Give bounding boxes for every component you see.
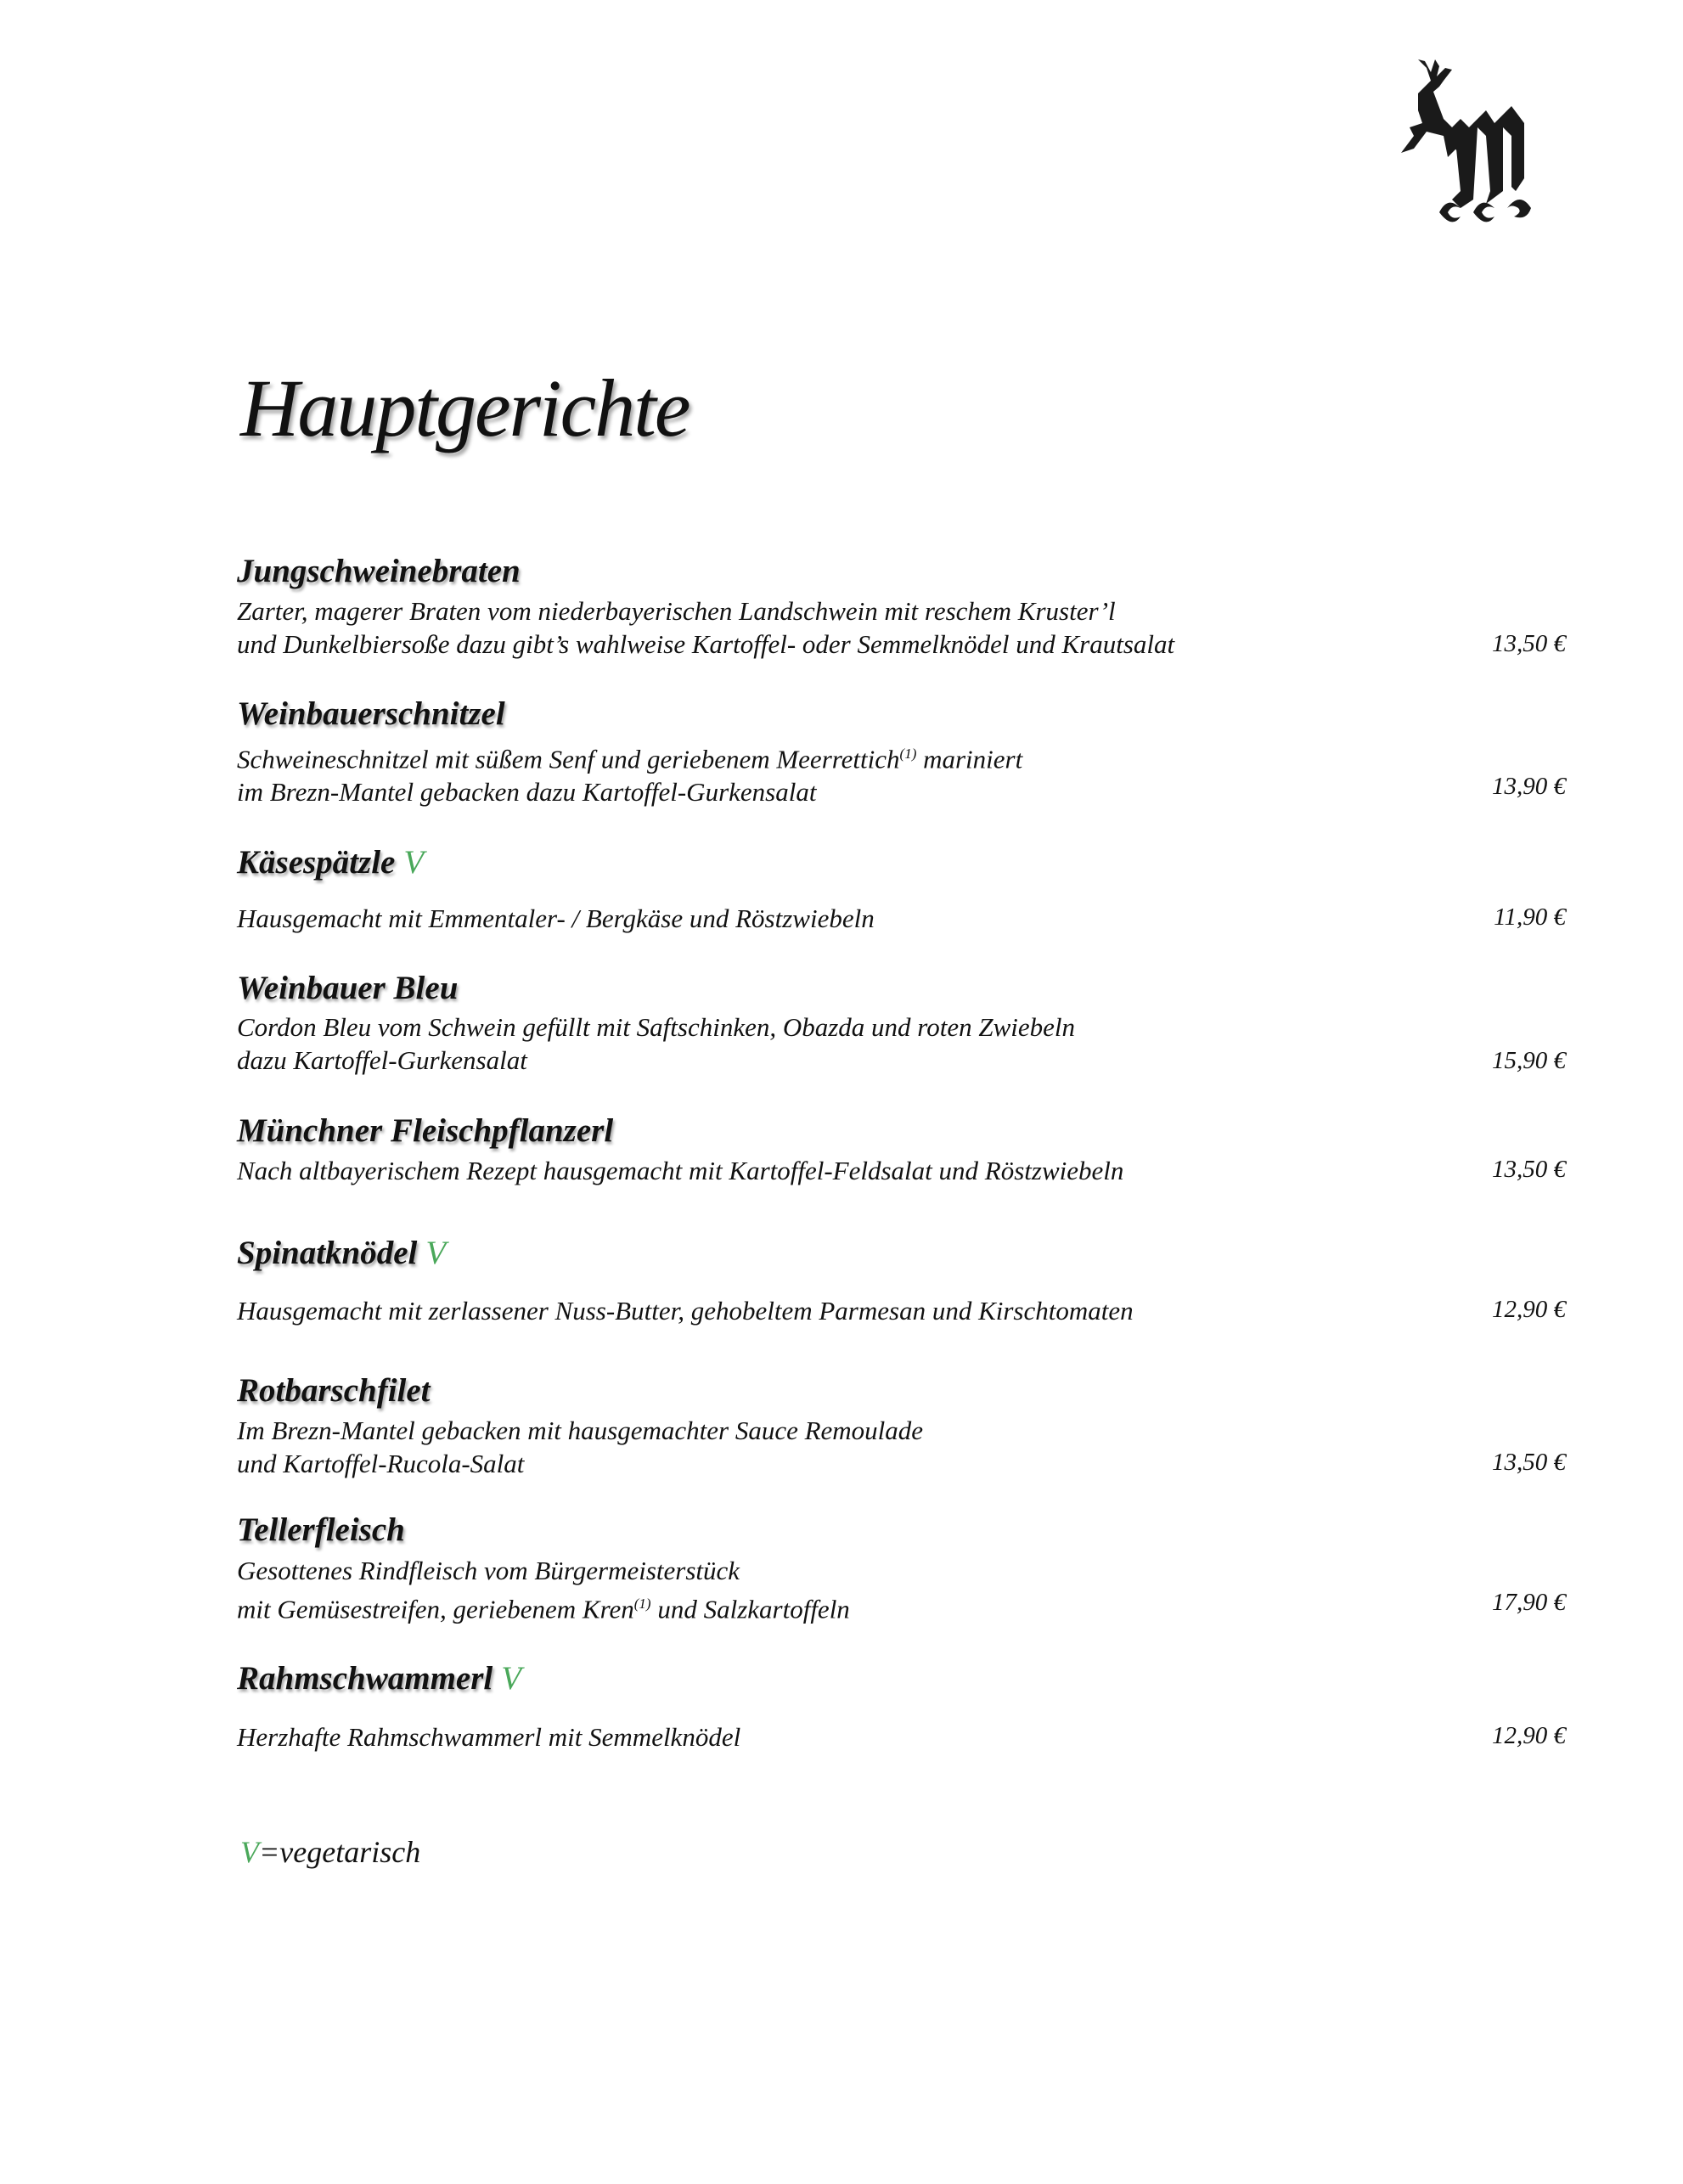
description-line: Cordon Bleu vom Schwein gefüllt mit Saftschinken, Obazda und roten Zwiebeln: [237, 1012, 1076, 1042]
description-text: mariniert: [916, 744, 1023, 774]
vegetarian-badge: V: [501, 1660, 522, 1697]
footnote-marker: (1): [633, 1596, 651, 1612]
menu-item-price: 13,50 €: [1492, 1449, 1566, 1476]
vegetarian-mark: V: [240, 1835, 259, 1869]
menu-item-price: 13,50 €: [1492, 630, 1566, 657]
menu-item-description: [237, 1414, 923, 1480]
description-line: Hausgemacht mit Emmentaler- / Bergkäse und Röstzwiebeln: [237, 903, 875, 933]
description-line: Im Brezn-Mantel gebacken mit hausgemachter Sauce Remoulade: [237, 1416, 924, 1445]
description-line: [237, 737, 1022, 775]
menu-item-price: 12,90 €: [1492, 1296, 1566, 1323]
description-text: mit Gemüsestreifen, geriebenem Kren: [237, 1594, 634, 1624]
item-name-text: Spinatknödel: [237, 1235, 418, 1271]
page-title: Hauptgerichte: [240, 363, 690, 453]
menu-item-name: [237, 1659, 521, 1697]
menu-item-price: 13,50 €: [1492, 1156, 1566, 1183]
description-line: und Dunkelbiersoße dazu gibt’s wahlweise Kartoffel- oder Semmelknödel und Krautsalat: [237, 629, 1175, 659]
menu-item-name: Jungschweinebraten: [237, 553, 521, 589]
description-text: Schweineschnitzel mit süßem Senf und geriebenem Meerrettich: [237, 744, 900, 774]
description-line: Herzhafte Rahmschwammerl mit Semmelknödel: [237, 1722, 741, 1752]
menu-item-name: Weinbauerschnitzel: [237, 695, 505, 732]
description-line: und Kartoffel-Rucola-Salat: [237, 1449, 525, 1478]
menu-item-name: Münchner Fleischpflanzerl: [237, 1112, 614, 1149]
item-name-text: Käsespätzle: [237, 844, 396, 881]
menu-item-description: [237, 1554, 850, 1625]
menu-item-name: Rotbarschfilet: [237, 1372, 431, 1409]
menu-item-price: 13,90 €: [1492, 773, 1566, 800]
menu-item-description: [237, 1154, 1123, 1187]
menu-item-name: Weinbauer Bleu: [237, 970, 459, 1006]
vegetarian-badge: V: [403, 844, 425, 881]
footnote-marker: (1): [899, 746, 917, 762]
description-line: Hausgemacht mit zerlassener Nuss-Butter, gehobeltem Parmesan und Kirschtomaten: [237, 1296, 1134, 1326]
menu-item-description: [237, 1010, 1075, 1077]
menu-item-description: [237, 902, 875, 935]
menu-item-price: 12,90 €: [1492, 1722, 1566, 1749]
menu-item-price: 15,90 €: [1492, 1047, 1566, 1074]
menu-item-name: [237, 1234, 446, 1272]
menu-item-price: 11,90 €: [1494, 903, 1566, 931]
description-line: Nach altbayerischem Rezept hausgemacht mit Kartoffel-Feldsalat und Röstzwiebeln: [237, 1156, 1124, 1185]
menu-item-name: Tellerfleisch: [237, 1511, 405, 1548]
description-line: Gesottenes Rindfleisch vom Bürgermeisterstück: [237, 1556, 740, 1585]
menu-item-description: [237, 1294, 1134, 1327]
menu-item-description: [237, 737, 1022, 808]
menu-item-description: [237, 1720, 740, 1753]
item-name-text: Rahmschwammerl: [237, 1660, 493, 1697]
vegetarian-legend: [240, 1834, 420, 1870]
description-line: [237, 1587, 850, 1625]
description-line: Zarter, magerer Braten vom niederbayerischen Landschwein mit reschem Kruster’l: [237, 596, 1116, 626]
vegetarian-badge: V: [425, 1235, 447, 1271]
menu-item-description: [237, 594, 1174, 661]
legend-text: =vegetarisch: [259, 1835, 421, 1869]
description-text: und Salzkartoffeln: [650, 1594, 850, 1624]
description-line: im Brezn-Mantel gebacken dazu Kartoffel-Gurkensalat: [237, 777, 817, 808]
menu-item-price: 17,90 €: [1492, 1589, 1566, 1616]
logo-stag-w: [1393, 42, 1545, 229]
menu-item-name: [237, 843, 424, 881]
description-line: dazu Kartoffel-Gurkensalat: [237, 1045, 527, 1075]
